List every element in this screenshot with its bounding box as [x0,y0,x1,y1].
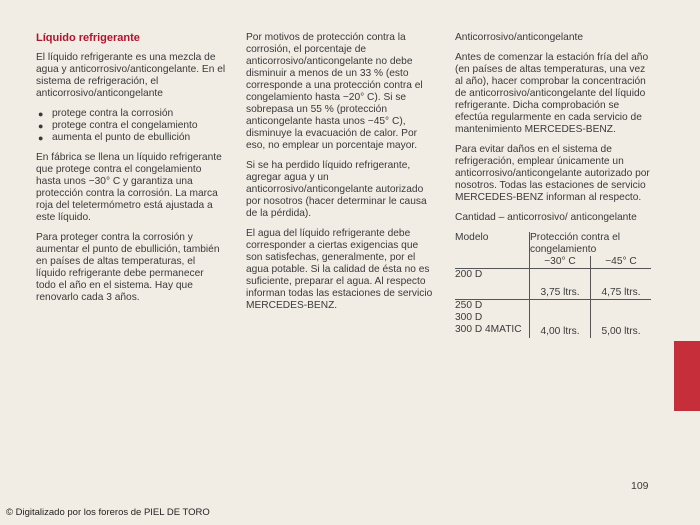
paragraph: Por motivos de protección contra la corrosión, el porcentaje de anticorrosivo/anticongelante no debe disminuir a menos de un 33 % (esto corresponde a una protección contra el congelamiento hasta −20° C). Si se sobrepasa un 55 % (protección anticongelante hasta unos −45° C), disminuye la evacuación de calor. Por eso, no emplear un porcentaje mayor. [246,32,423,151]
value-cell: 4,75 ltrs. [591,269,652,300]
section-heading: Líquido refrigerante [36,32,140,44]
paragraph: El agua del líquido refrigerante debe corresponder a ciertas exigencias que son satisfechas, generalmente, por el agua potable. Si la calidad de ésta no es suficiente, preparar el agua. Al respecto informan todas las estaciones de servicio MERCEDES-BENZ. [246,228,433,311]
bullet-icon: ● [38,109,44,119]
column-3 [455,32,651,338]
bullet-icon: ● [38,121,44,131]
table-row [455,269,651,300]
value-cell: 5,00 ltrs. [601,326,641,337]
paragraph: Para evitar daños en el sistema de refrigeración, emplear únicamente un anticorrosivo/anticongelante autorizado por nosotros. Todas las estaciones de servicio MERCEDES-BENZ informan al respecto. [455,144,650,203]
column-header-model: Modelo [455,232,530,256]
page-number: 109 [631,480,649,492]
column-header-minus30: −30° C [530,256,591,269]
subsection-heading: Anticorrosivo/anticongelante [455,32,583,43]
model-cell: 250 D 300 D 300 D 4MATIC [455,300,530,339]
value-cell: 3,75 ltrs. [530,269,591,300]
table-row [455,300,651,339]
paragraph: En fábrica se llena un líquido refrigerante que protege contra el congelamiento hasta unos −30° C y garantiza una protección contra la corrosión. La marca roja del teletermómetro está ajustada a este líquido. [36,152,222,223]
model-cell: 200 D [455,269,530,300]
column-2 [246,32,436,320]
bullet-list [36,108,226,144]
capacity-caption: Cantidad – anticorrosivo/ anticongelante [455,212,637,223]
bullet-icon: ● [38,133,44,143]
credit-text: © Digitalizado por los foreros de PIEL DE TORO [6,507,210,518]
value-cell: 4,00 ltrs. [530,300,591,339]
section-tab-marker [674,341,700,411]
column-1 [36,32,226,312]
column-header-protection: Protección contra el congelamiento [530,232,621,255]
paragraph: Si se ha perdido líquido refrigerante, agregar agua y un anticorrosivo/anticongelante autorizado por nosotros (hacer determinar le causa de la pérdida). [246,160,427,219]
capacity-table [455,232,651,338]
paragraph: El líquido refrigerante es una mezcla de agua y anticorrosivo/anticongelante. En el sistema de refrigeración, el anticorrosivo/anticongelante [36,52,226,99]
list-item: ● protege contra el congelamiento [38,120,198,131]
list-item: ● protege contra la corrosión [38,108,174,119]
column-header-minus45: −45° C [591,256,652,269]
paragraph: Para proteger contra la corrosión y aumentar el punto de ebullición, también en países de altas temperaturas, el líquido refrigerante debe permanecer todo el año en el sistema. Hay que renovarlo cada 3 años. [36,232,220,303]
list-item: ● aumenta el punto de ebullición [38,132,191,143]
paragraph: Antes de comenzar la estación fría del año (en países de altas temperaturas, una vez al año), hacer comprobar la concentración de anticorrosivo/anticongelante del líquido refrigerante. Dicha comprobación se efectúa regularmente en cada servicio de mantenimiento MERCEDES-BENZ. [455,52,649,135]
